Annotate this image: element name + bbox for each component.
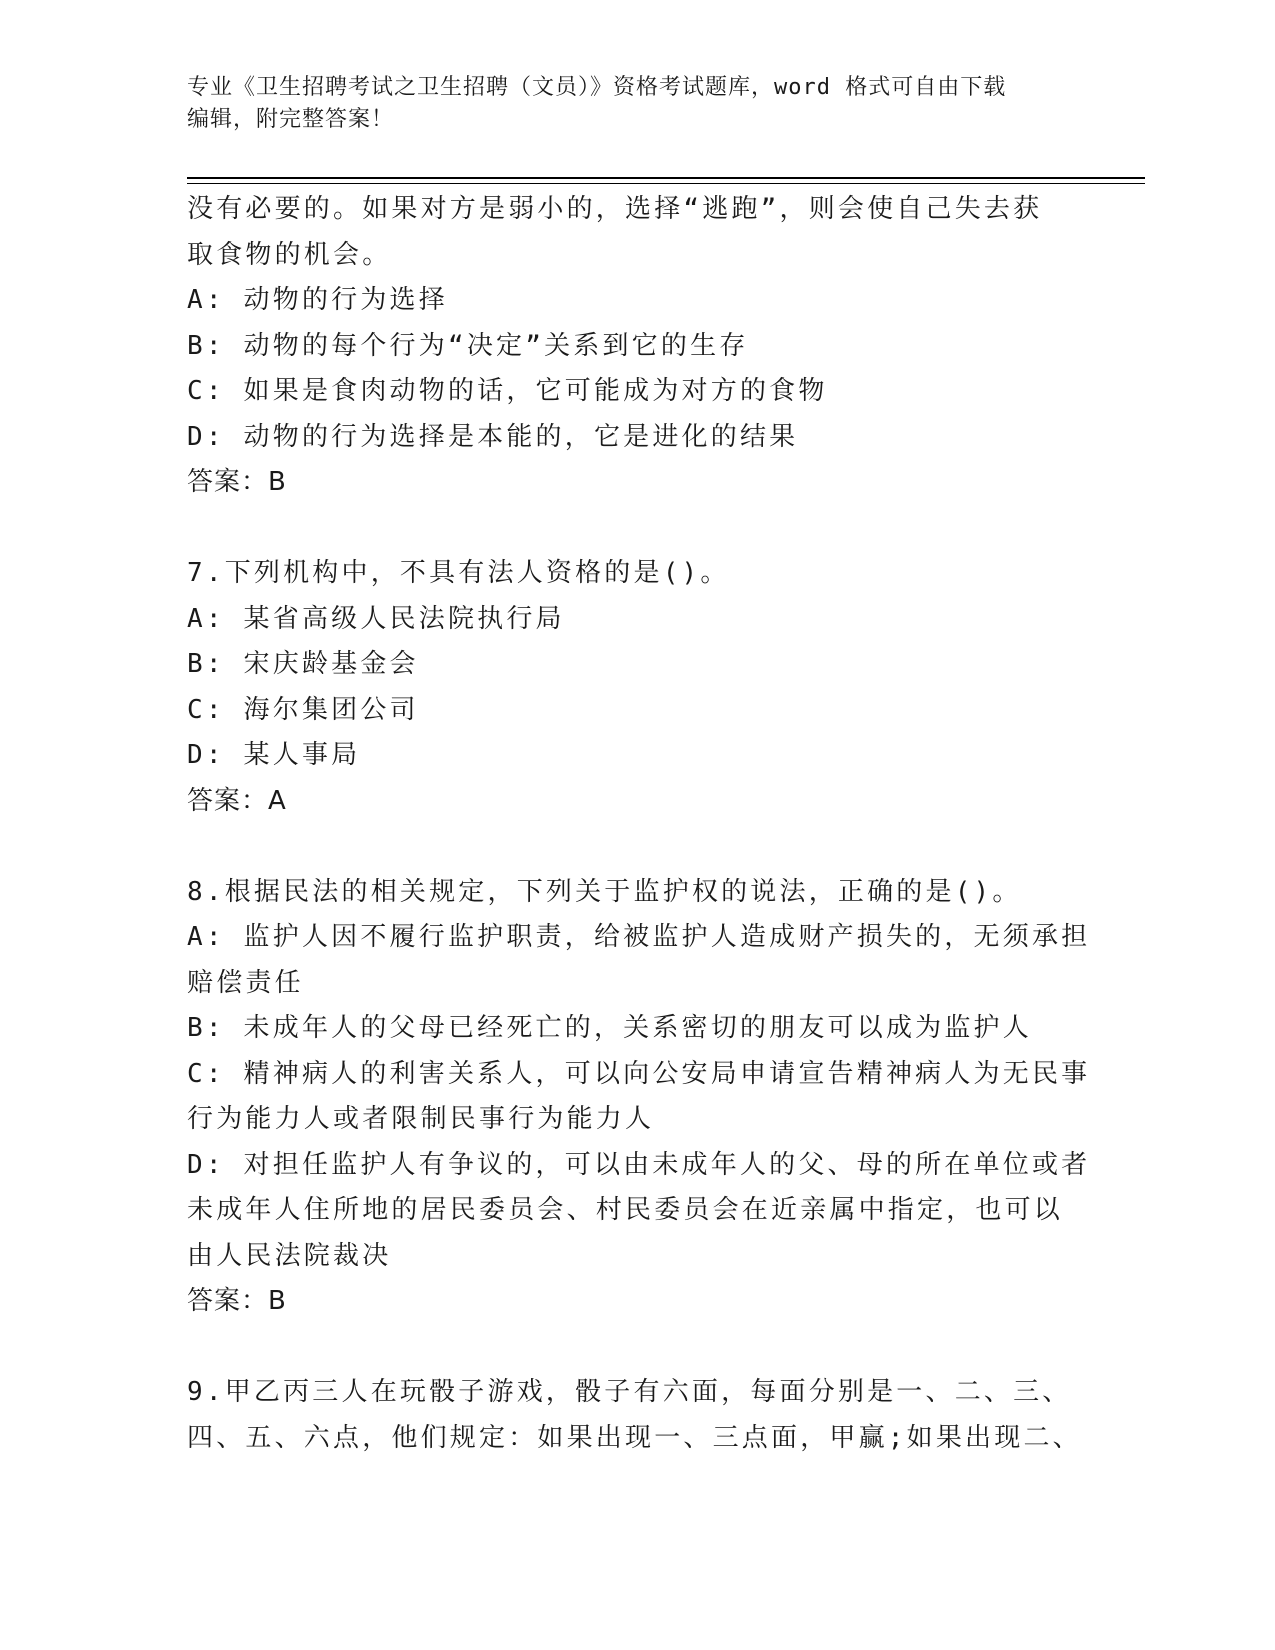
option-d-continued: 未成年人住所地的居民委员会、村民委员会在近亲属中指定，也可以 <box>187 1195 1064 1225</box>
question-8 <box>187 870 1091 1325</box>
answer: 答案：A <box>187 785 287 816</box>
option-a: A: 动物的行为选择 <box>187 285 448 315</box>
question-stem-line: 四、五、六点，他们规定：如果出现一、三点面，甲赢;如果出现二、 <box>187 1422 1082 1453</box>
header-divider-thick <box>187 177 1145 179</box>
question-stem-line: 取食物的机会。 <box>187 239 392 270</box>
option-a: A: 某省高级人民法院执行局 <box>187 603 565 634</box>
question-stem: 7.下列机构中，不具有法人资格的是()。 <box>187 558 730 588</box>
spacer <box>187 506 1087 552</box>
option-a: A: 监护人因不履行监护职责，给被监护人造成财产损失的，无须承担 <box>187 922 1091 952</box>
question-9 <box>187 1370 1087 1461</box>
spacer <box>187 824 1087 870</box>
answer: 答案：B <box>187 467 287 497</box>
option-c: C: 海尔集团公司 <box>187 694 419 725</box>
question-stem: 8.根据民法的相关规定，下列关于监护权的说法，正确的是()。 <box>187 876 1022 907</box>
option-c: C: 精神病人的利害关系人，可以向公安局申请宣告精神病人为无民事 <box>187 1058 1091 1089</box>
option-d: D: 某人事局 <box>187 740 361 770</box>
question-6 <box>187 187 1087 506</box>
header-line-1: 专业《卫生招聘考试之卫生招聘（文员）》资格考试题库，word 格式可自由下载 <box>187 75 1007 100</box>
option-b: B: 未成年人的父母已经死亡的，关系密切的朋友可以成为监护人 <box>187 1013 1032 1043</box>
answer: 答案：B <box>187 1286 287 1316</box>
option-d: D: 对担任监护人有争议的，可以由未成年人的父、母的所在单位或者 <box>187 1149 1091 1180</box>
question-stem-line: 9.甲乙丙三人在玩骰子游戏，骰子有六面，每面分别是一、二、三、 <box>187 1377 1072 1407</box>
document-header <box>187 72 1087 136</box>
option-c-continued: 行为能力人或者限制民事行为能力人 <box>187 1104 655 1134</box>
spacer <box>187 1325 1087 1371</box>
question-stem-line: 没有必要的。如果对方是弱小的，选择“逃跑”，则会使自己失去获 <box>187 194 1043 224</box>
option-c: C: 如果是食肉动物的话，它可能成为对方的食物 <box>187 376 828 406</box>
header-divider-thin <box>187 183 1145 184</box>
option-d-continued: 由人民法院裁决 <box>187 1240 392 1271</box>
header-line-2: 编辑，附完整答案！ <box>187 107 395 132</box>
option-a-continued: 赔偿责任 <box>187 967 304 998</box>
option-d: D: 动物的行为选择是本能的，它是进化的结果 <box>187 421 799 452</box>
question-7 <box>187 551 1087 824</box>
option-b: B: 宋庆龄基金会 <box>187 649 419 679</box>
option-b: B: 动物的每个行为“决定”关系到它的生存 <box>187 330 749 361</box>
question-content <box>187 187 1091 1461</box>
